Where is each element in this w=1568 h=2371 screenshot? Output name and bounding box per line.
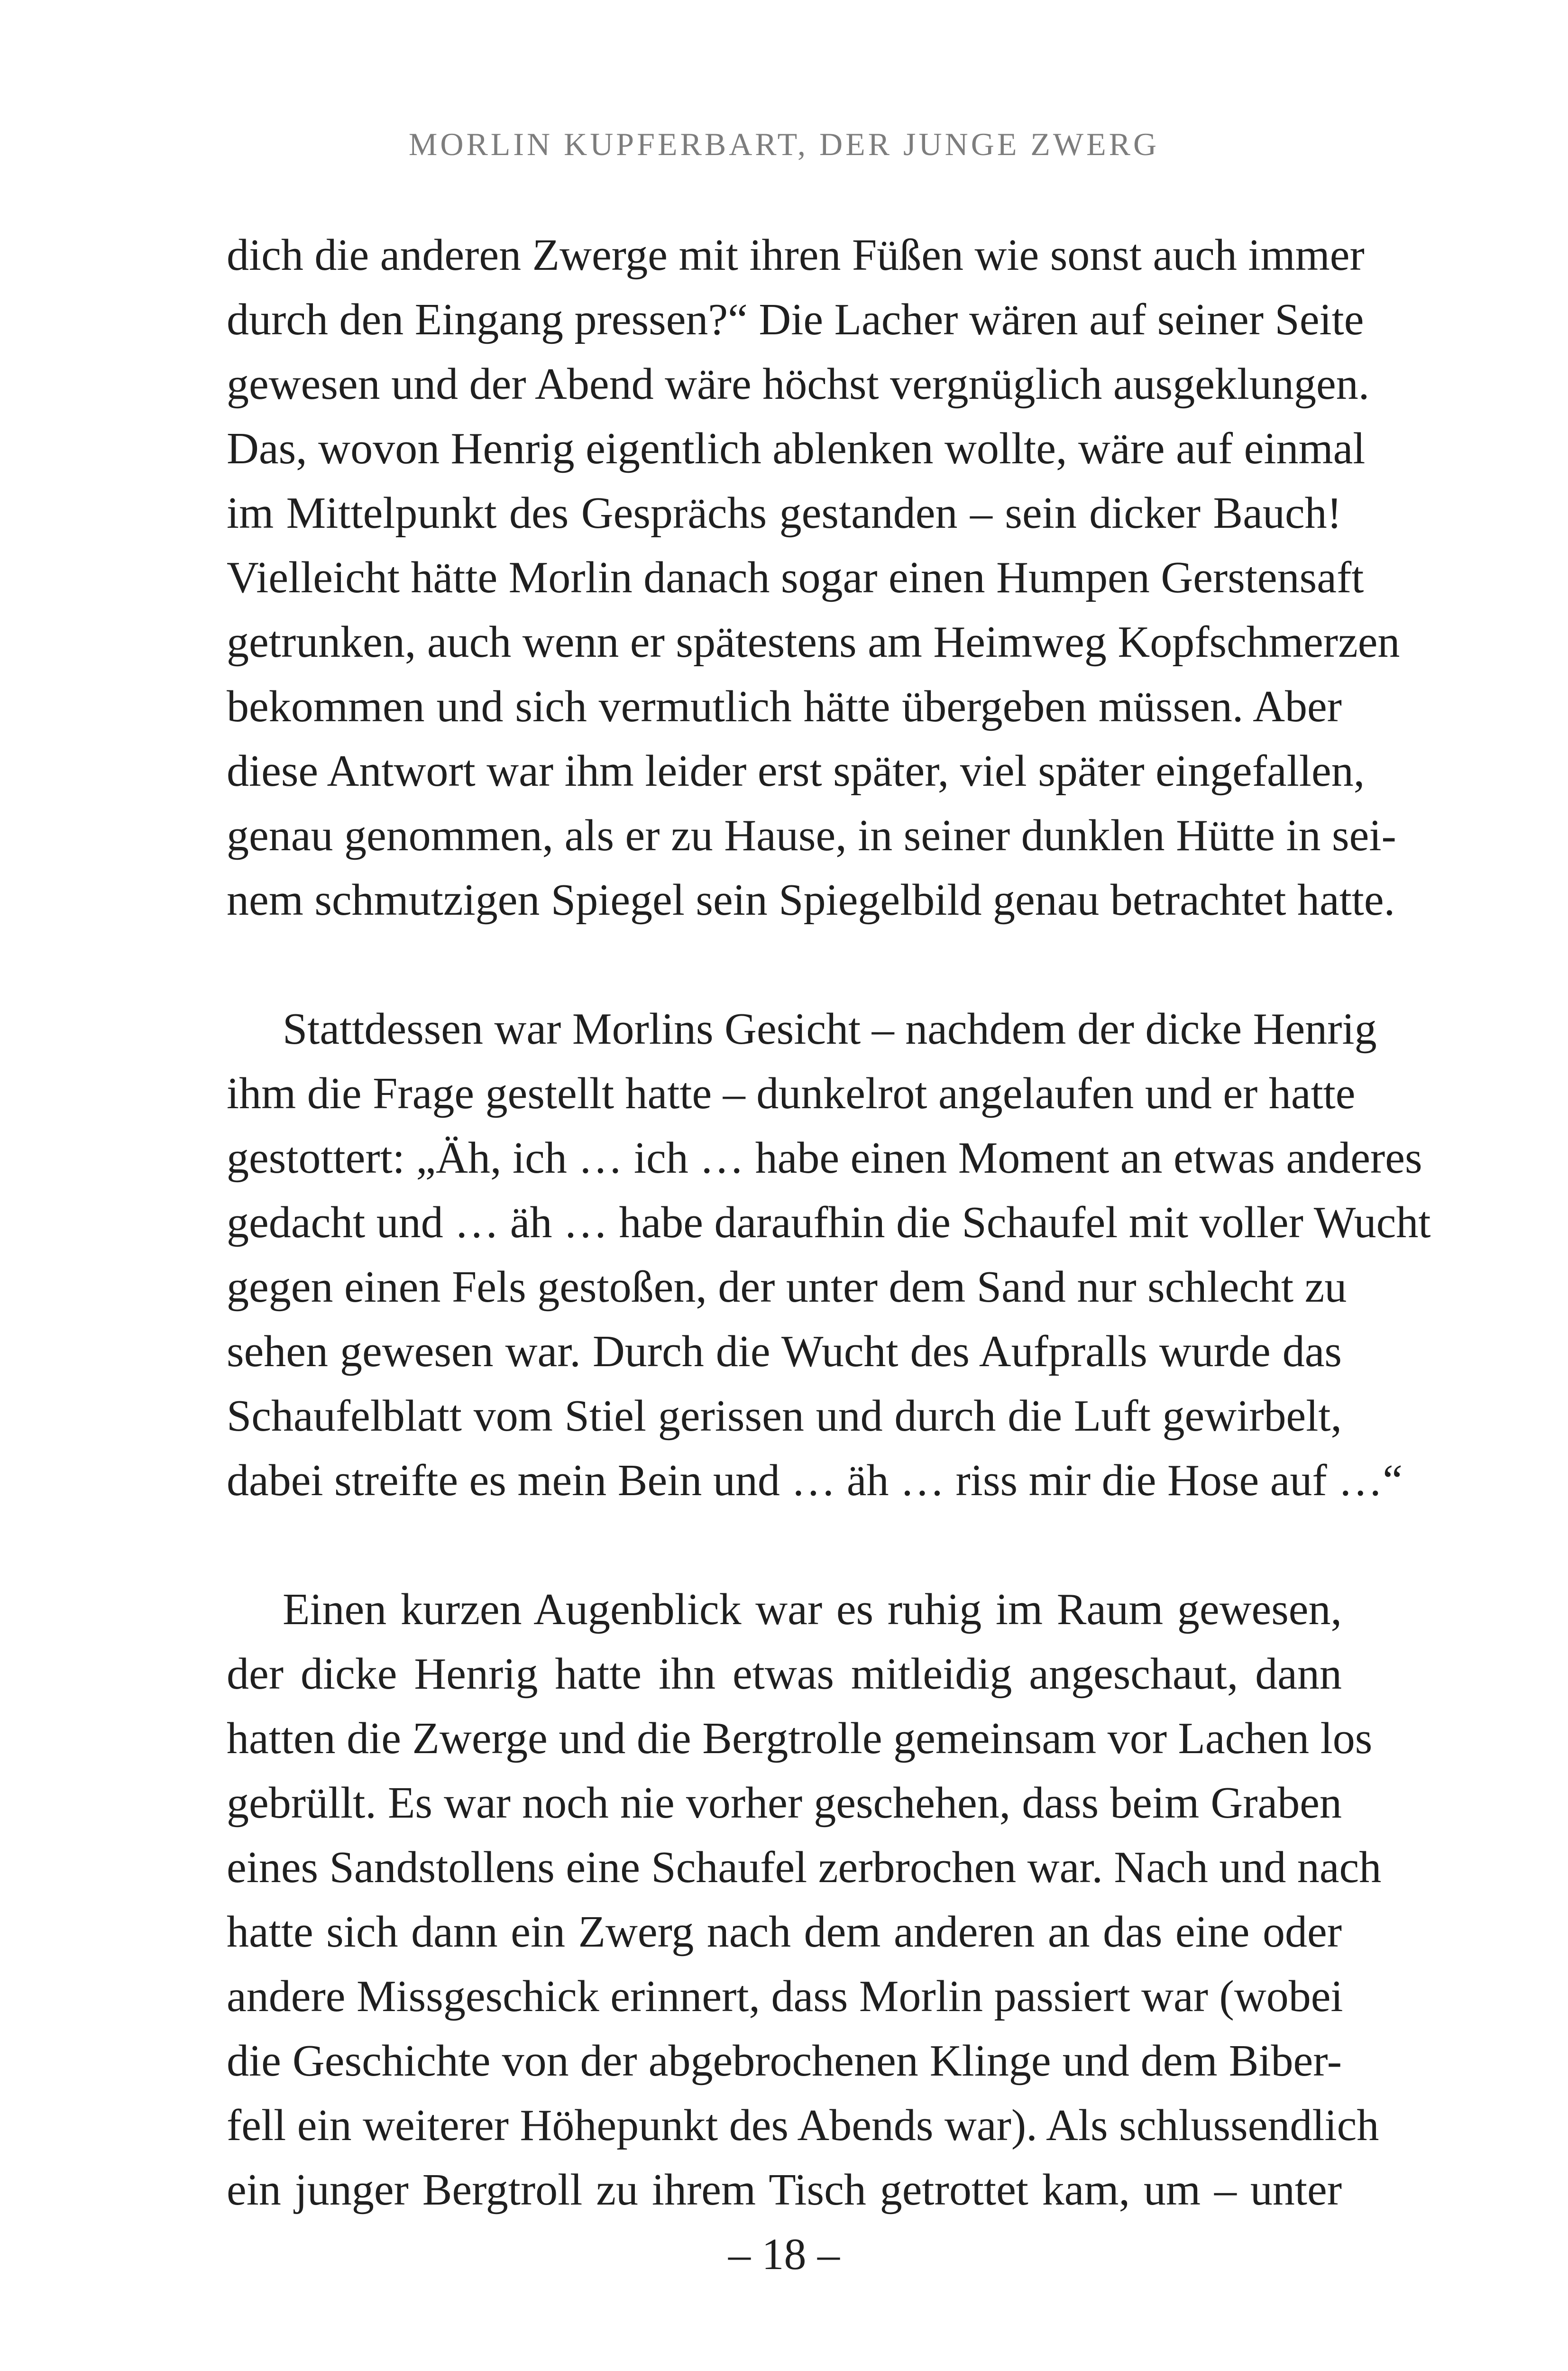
- text-line: ihm die Frage gestellt hatte – dunkelrot angelaufen und er hatte: [227, 1069, 1356, 1118]
- text-line: gewesen und der Abend wäre höchst vergnüglich ausgeklungen.: [227, 359, 1370, 409]
- text-line: hatten die Zwerge und die Bergtrolle gemeinsam vor Lachen los: [227, 1714, 1373, 1763]
- text-line: Vielleicht hätte Morlin danach sogar einen Humpen Gerstensaft: [227, 553, 1364, 602]
- text-line: gegen einen Fels gestoßen, der unter dem Sand nur schlecht zu: [227, 1262, 1347, 1312]
- text-line: dabei streifte es mein Bein und … äh … riss mir die Hose auf …“: [227, 1456, 1403, 1505]
- text-line: gestottert: „Äh, ich … ich … habe einen Moment an etwas anderes: [227, 1133, 1422, 1183]
- body-text: [227, 223, 1431, 2222]
- text-line: bekommen und sich vermutlich hätte übergeben müssen. Aber: [227, 682, 1342, 731]
- paragraph: [227, 1577, 1382, 2222]
- text-line: Schaufelblatt vom Stiel gerissen und durch die Luft gewirbelt,: [227, 1391, 1342, 1441]
- text-line: hatte sich dann ein Zwerg nach dem anderen an das eine oder: [227, 1907, 1342, 1957]
- text-line: fell ein weiterer Höhepunkt des Abends war). Als schlussendlich: [227, 2101, 1379, 2150]
- text-line: gebrüllt. Es war noch nie vorher geschehen, dass beim Graben: [227, 1778, 1342, 1828]
- text-line: der dicke Henrig hatte ihn etwas mitleidig angeschaut, dann: [227, 1649, 1342, 1699]
- text-line: Stattdessen war Morlins Gesicht – nachdem der dicke Henrig: [283, 1004, 1377, 1054]
- text-line: sehen gewesen war. Durch die Wucht des Aufpralls wurde das: [227, 1327, 1342, 1376]
- text-line: eines Sandstollens eine Schaufel zerbrochen war. Nach und nach: [227, 1843, 1382, 1892]
- paragraph-gap: [227, 932, 1342, 997]
- text-line: gedacht und … äh … habe daraufhin die Schaufel mit voller Wucht: [227, 1198, 1431, 1247]
- text-line: genau genommen, als er zu Hause, in seiner dunklen Hütte in sei-: [227, 811, 1396, 860]
- running-head: MORLIN KUPFERBART, DER JUNGE ZWERG: [408, 126, 1160, 162]
- text-line: Das, wovon Henrig eigentlich ablenken wollte, wäre auf einmal: [227, 424, 1366, 473]
- paragraph-gap: [227, 1513, 1342, 1577]
- text-line: andere Missgeschick erinnert, dass Morlin passiert war (wobei: [227, 1972, 1343, 2021]
- text-line: Einen kurzen Augenblick war es ruhig im Raum gewesen,: [283, 1585, 1342, 1634]
- text-line: getrunken, auch wenn er spätestens am Heimweg Kopfschmerzen: [227, 617, 1400, 667]
- paragraph: [227, 997, 1431, 1513]
- page-number: – 18 –: [728, 2230, 840, 2279]
- text-line: ein junger Bergtroll zu ihrem Tisch getrottet kam, um – unter: [227, 2165, 1342, 2215]
- text-line: die Geschichte von der abgebrochenen Klinge und dem Biber-: [227, 2036, 1342, 2086]
- text-line: dich die anderen Zwerge mit ihren Füßen wie sonst auch immer: [227, 230, 1365, 280]
- text-line: durch den Eingang pressen?“ Die Lacher wären auf seiner Seite: [227, 295, 1364, 344]
- text-line: diese Antwort war ihm leider erst später, viel später eingefallen,: [227, 746, 1365, 796]
- text-line: im Mittelpunkt des Gesprächs gestanden – sein dicker Bauch!: [227, 488, 1342, 538]
- text-line: nem schmutzigen Spiegel sein Spiegelbild genau betrachtet hatte.: [227, 875, 1395, 925]
- paragraph: [227, 223, 1400, 932]
